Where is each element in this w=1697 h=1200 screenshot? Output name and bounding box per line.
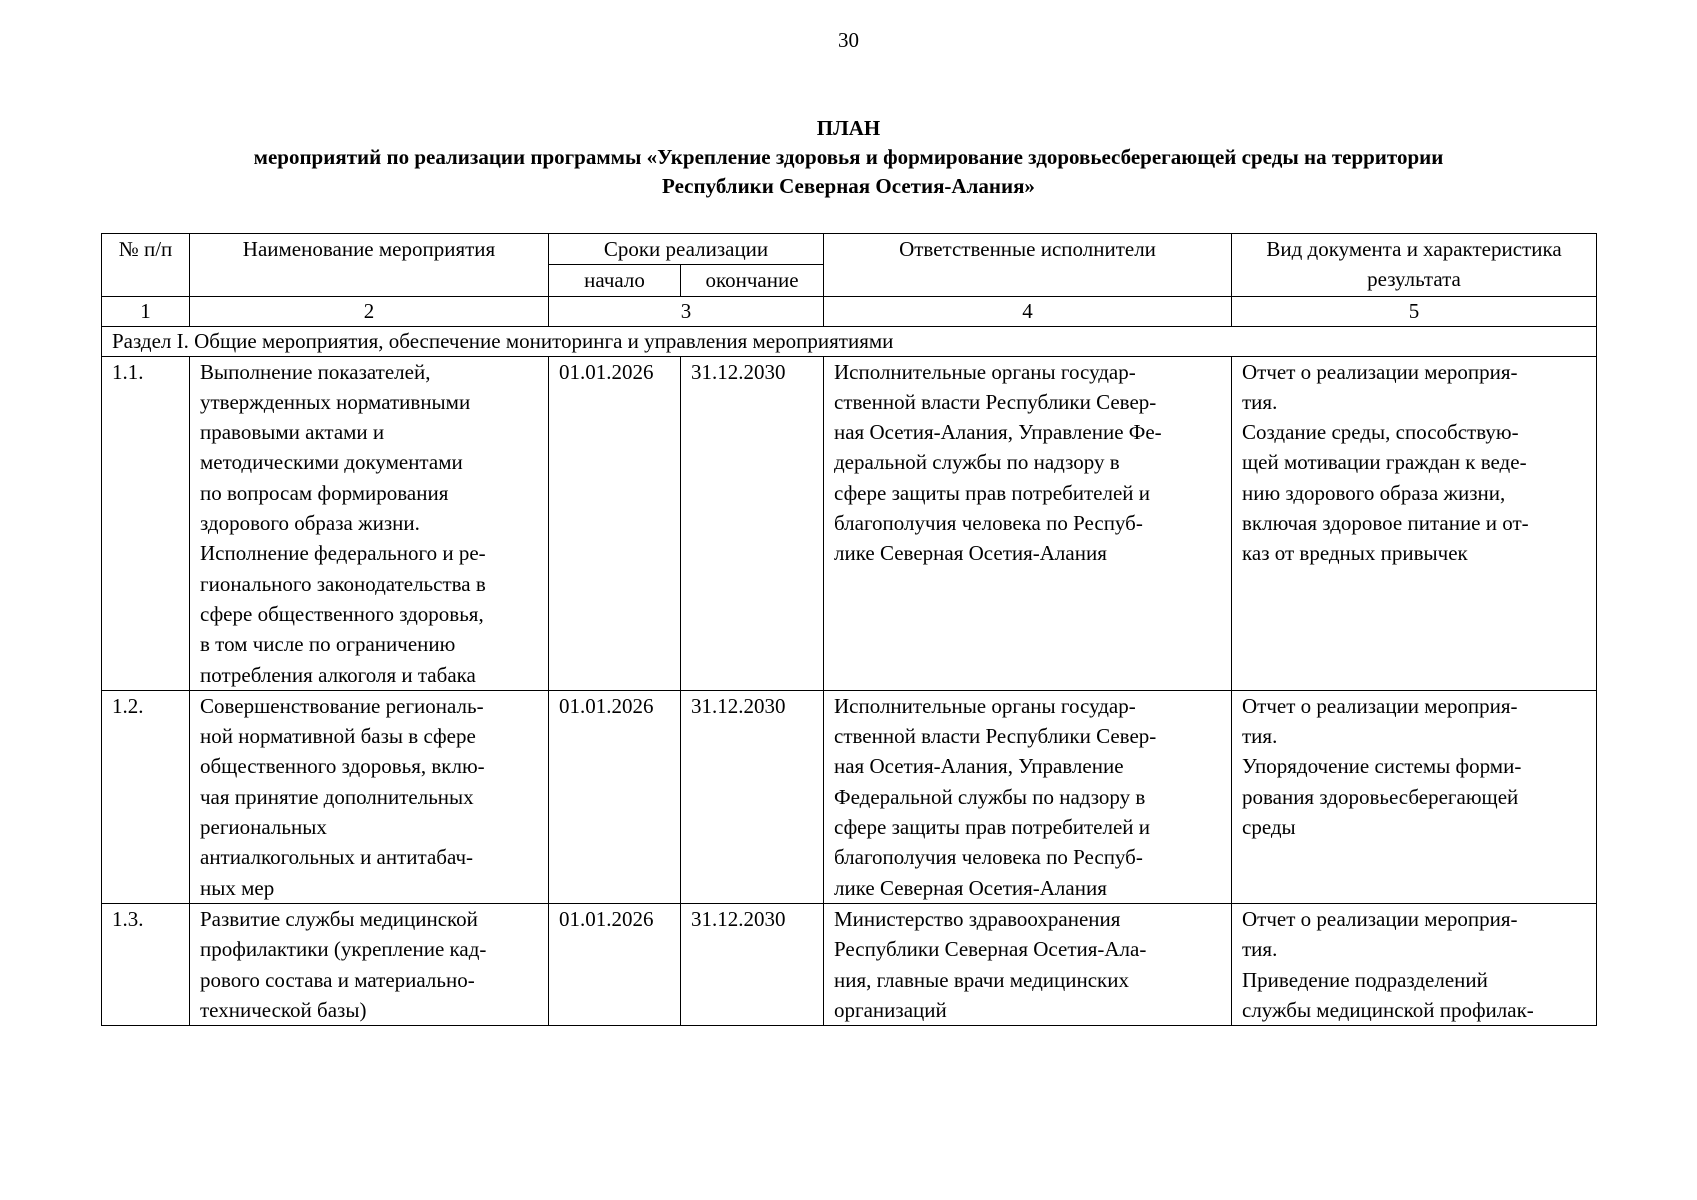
column-number: 3 [549, 296, 824, 326]
row-start: 01.01.2026 [549, 903, 681, 1025]
row-result: Отчет о реализации мероприя- тия. Создание среды, способствую- щей мотивации граждан к веде- нию здорового образа жизни, включая здоровое питание и от- каз от вредных привычек [1232, 356, 1597, 690]
row-result: Отчет о реализации мероприя- тия. Упорядочение системы форми- рования здоровьесберегающей среды [1232, 690, 1597, 903]
section-row [102, 326, 1597, 356]
column-number: 4 [824, 296, 1232, 326]
title-line-1: ПЛАН [816, 116, 881, 140]
page-number: 30 [838, 28, 859, 52]
column-number: 5 [1232, 296, 1597, 326]
row-result: Отчет о реализации мероприя- тия. Приведение подразделений службы медицинской профилак- [1232, 903, 1597, 1025]
document-title [100, 114, 1597, 201]
row-name: Совершенствование региональ- ной нормативной базы в сфере общественного здоровья, вклю- чая принятие дополнительных региональных антиалкогольных и антитабач- ных мер [190, 690, 549, 903]
header-responsible: Ответственные исполнители [824, 234, 1232, 297]
row-end: 31.12.2030 [681, 690, 824, 903]
plan-table [101, 233, 1597, 1026]
column-numbers-row [102, 296, 1597, 326]
row-start: 01.01.2026 [549, 356, 681, 690]
header-result: Вид документа и характеристика результата [1232, 234, 1597, 297]
row-name: Выполнение показателей, утвержденных нормативными правовыми актами и методическими документами по вопросам формирования здорового образа жизни. Исполнение федерального и ре- гионального законодательства в сфере общественного здоровья, в том числе по ограничению потребления алкоголя и табака [190, 356, 549, 690]
header-period: Сроки реализации [549, 234, 824, 265]
title-line-2: мероприятий по реализации программы «Укрепление здоровья и формирование здоровьесберегающей среды на территории [253, 145, 1444, 169]
header-num: № п/п [102, 234, 190, 297]
row-name: Развитие службы медицинской профилактики (укрепление кад- рового состава и материально- технической базы) [190, 903, 549, 1025]
column-number: 2 [190, 296, 549, 326]
header-name: Наименование мероприятия [190, 234, 549, 297]
header-row [102, 234, 1597, 265]
section-title: Раздел I. Общие мероприятия, обеспечение мониторинга и управления мероприятиями [102, 326, 1597, 356]
column-number: 1 [102, 296, 190, 326]
row-num: 1.1. [102, 356, 190, 690]
row-num: 1.2. [102, 690, 190, 903]
row-responsible: Исполнительные органы государ- ственной власти Республики Север- ная Осетия-Алания, Управление Фе- деральной службы по надзору в сфере защиты прав потребителей и благополучия человека по Респуб- лике Северная Осетия-Алания [824, 356, 1232, 690]
table-row [102, 356, 1597, 690]
header-start: начало [549, 265, 681, 296]
row-end: 31.12.2030 [681, 356, 824, 690]
table-row [102, 903, 1597, 1025]
title-line-3: Республики Северная Осетия-Алания» [662, 174, 1035, 198]
row-start: 01.01.2026 [549, 690, 681, 903]
header-end: окончание [681, 265, 824, 296]
table-row [102, 690, 1597, 903]
row-end: 31.12.2030 [681, 903, 824, 1025]
row-num: 1.3. [102, 903, 190, 1025]
row-responsible: Исполнительные органы государ- ственной власти Республики Север- ная Осетия-Алания, Управление Федеральной службы по надзору в сфере защиты прав потребителей и благополучия человека по Респуб- лике Северная Осетия-Алания [824, 690, 1232, 903]
row-responsible: Министерство здравоохранения Республики Северная Осетия-Ала- ния, главные врачи медицинских организаций [824, 903, 1232, 1025]
